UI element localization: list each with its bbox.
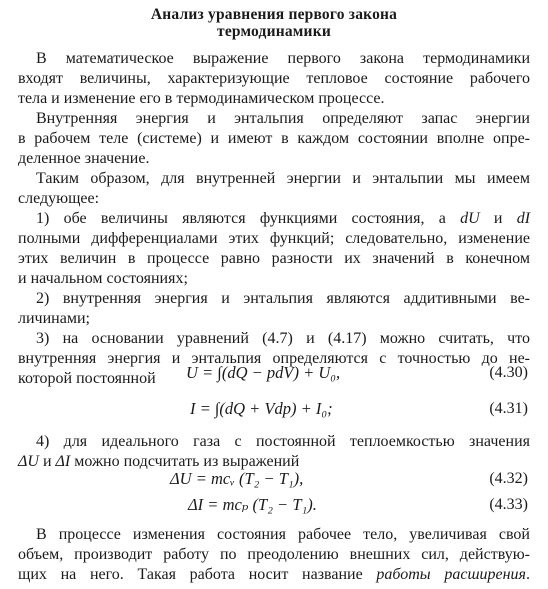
item1-dI: dI bbox=[516, 210, 531, 227]
p1-line1: В математическое выражение первого закона термодинамики bbox=[36, 50, 530, 67]
item1-text: 1) обе величины являются функциями состояния, а bbox=[36, 210, 461, 227]
final-text: щих на него. Такая работа носит название bbox=[18, 566, 377, 583]
item2-line1: 2) внутренняя энергия и энтальпия являются аддитивными ве- bbox=[36, 290, 530, 307]
formula-4-30 bbox=[186, 362, 340, 384]
item1-dU: dU bbox=[460, 210, 480, 227]
item3-line2: внутренняя энергия и энтальпия определяются с точностью до не- bbox=[18, 350, 530, 367]
item3-line1: 3) на основании уравнений (4.7) и (4.17) можно считать, что bbox=[36, 330, 530, 347]
final-line3 bbox=[18, 565, 530, 585]
p2-line2: в рабочем теле (системе) и имеют в каждом состоянии вполне опре- bbox=[18, 130, 530, 147]
p3-line1: Таким образом, для внутренней энергии и энтальпии мы имеем bbox=[36, 170, 530, 187]
section-title-line1: Анализ уравнения первого закона bbox=[150, 6, 398, 23]
item1-line4: и начальном состояниях; bbox=[18, 270, 188, 287]
p1-line3: тела и изменение его в термодинамическом процессе. bbox=[18, 90, 385, 107]
section-title-line2: термодинамики bbox=[217, 23, 331, 40]
formula-4-32-text: ΔU = mcᵥ (T₂ − T₁), bbox=[170, 469, 304, 488]
formula-4-31-text: I = ∫(dQ + Vdp) + I₀; bbox=[190, 399, 333, 418]
item4-and: и bbox=[38, 453, 56, 470]
p3-line2: следующее: bbox=[18, 190, 100, 207]
item4-dU: ΔU bbox=[18, 453, 39, 470]
formula-4-31 bbox=[190, 398, 333, 420]
final-term: работы расширения bbox=[376, 566, 526, 583]
item4-text: можно подсчитать из выражений bbox=[70, 453, 300, 470]
item1-and: и bbox=[479, 210, 517, 227]
item3-line3: которой постоянной bbox=[18, 370, 156, 387]
formula-4-33 bbox=[188, 494, 317, 516]
item4-line1: 4) для идеального газа с постоянной теплоемкостью значения bbox=[36, 433, 530, 450]
item1-line2: полными дифференциалами этих функций; следовательно, изменение bbox=[18, 230, 530, 247]
eq-number-4-33: (4.33) bbox=[489, 496, 528, 513]
p2-line3: деленное значение. bbox=[18, 150, 150, 167]
final-line2: объем, производит работу по преодолению внешних сил, действую- bbox=[18, 546, 530, 563]
item2-line2: личинами; bbox=[18, 310, 90, 327]
item4-dI: ΔI bbox=[55, 453, 71, 470]
formula-4-30-text: U = ∫(dQ − pdV) + U₀, bbox=[186, 363, 341, 382]
formula-4-33-text: ΔI = mcₚ (T₂ − T₁). bbox=[188, 495, 317, 514]
eq-number-4-31: (4.31) bbox=[489, 400, 528, 417]
item1-line1 bbox=[36, 209, 530, 229]
item1-line3: этих величин в процессе равно разности их значений в конечном bbox=[18, 250, 530, 267]
p1-line2: входят величины, характеризующие тепловое состояние рабочего bbox=[18, 70, 530, 87]
formula-4-32 bbox=[170, 468, 303, 490]
p2-line1: Внутренняя энергия и энтальпия определяют запас энергии bbox=[36, 110, 530, 127]
eq-number-4-32: (4.32) bbox=[489, 470, 528, 487]
final-line1: В процессе изменения состояния рабочее тело, увеличивая свой bbox=[36, 526, 530, 543]
eq-number-4-30: (4.30) bbox=[489, 364, 528, 381]
final-period: . bbox=[526, 566, 530, 583]
